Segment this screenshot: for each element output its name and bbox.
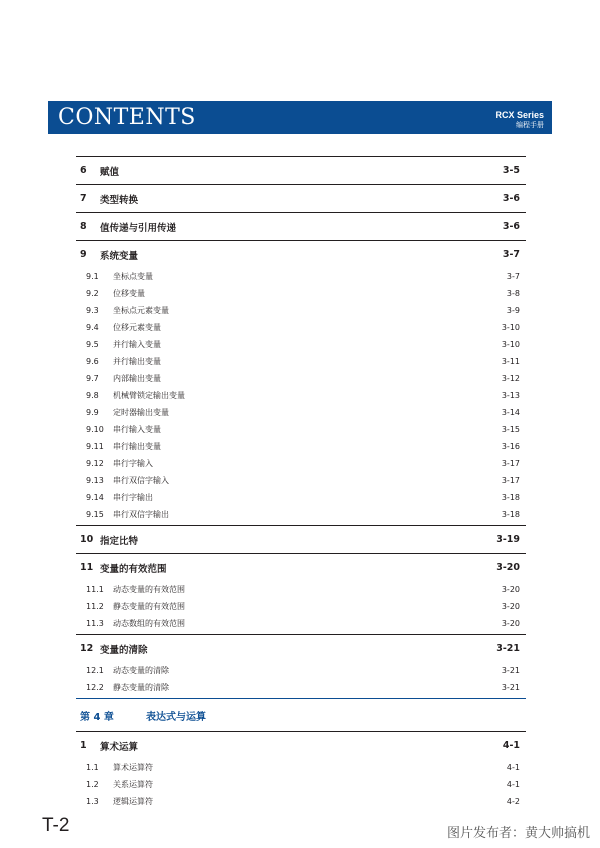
toc-entry[interactable] (76, 525, 526, 553)
toc-entry-title: 值传递与引用传递 (100, 222, 177, 234)
toc-entry-left (76, 533, 138, 547)
toc-subentry-title: 串行双信字输入 (113, 476, 169, 485)
toc-entry-page: 3-5 (502, 165, 520, 176)
toc-entry-number: 12 (80, 643, 94, 654)
toc-entry-title: 算术运算 (100, 741, 139, 753)
toc-subentry-title: 并行输入变量 (113, 340, 161, 349)
toc-subentry-title: 动态变量的有效范围 (113, 585, 185, 594)
toc-subentry-left (76, 618, 185, 629)
toc-subentry-page: 4-1 (506, 763, 520, 772)
toc-subentry-number: 9.15 (86, 510, 104, 519)
toc-subentry-left (76, 424, 161, 435)
toc-subentry[interactable] (76, 793, 526, 810)
toc-subentry-left (76, 390, 185, 401)
toc-subentry-page: 4-1 (506, 780, 520, 789)
toc-subentry-page: 3-20 (501, 619, 520, 628)
toc-subentry-page: 3-13 (501, 391, 520, 400)
toc-entry-page: 4-1 (502, 740, 520, 751)
toc-entry-title: 赋值 (100, 166, 120, 178)
toc-entry-title: 变量的清除 (100, 644, 148, 656)
toc-subentry-number: 11.1 (86, 585, 104, 594)
page-number: T-2 (42, 815, 70, 836)
toc-subentry-left (76, 373, 161, 384)
toc-subentry[interactable] (76, 438, 526, 455)
toc-entry-page: 3-6 (502, 193, 520, 204)
toc-entry-left (76, 192, 138, 206)
toc-subentry-title: 动态数组的有效范围 (113, 619, 185, 628)
toc-subentry-number: 9.10 (86, 425, 104, 434)
toc-subentry-page: 3-18 (501, 510, 520, 519)
toc-subentry-page: 3-12 (501, 374, 520, 383)
toc-subentry-left (76, 492, 153, 503)
toc-subentry-left (76, 665, 169, 676)
toc-entry-number: 10 (80, 534, 94, 545)
toc-subentry[interactable] (76, 506, 526, 523)
toc-entry-number: 7 (80, 193, 87, 204)
toc-subentry-number: 9.2 (86, 289, 99, 298)
toc-subentry-page: 3-9 (506, 306, 520, 315)
toc-entry[interactable] (76, 240, 526, 268)
toc-subentry-page: 3-21 (501, 666, 520, 675)
toc-subentry-left (76, 407, 169, 418)
toc-entry-number: 11 (80, 562, 94, 573)
toc-subentry-left (76, 796, 153, 807)
toc-entry-title: 系统变量 (100, 250, 139, 262)
toc-subentry[interactable] (76, 285, 526, 302)
toc-subentry-title: 串行双信字输出 (113, 510, 169, 519)
toc-subentry-title: 并行输出变量 (113, 357, 161, 366)
toc-subentry-page: 3-16 (501, 442, 520, 451)
toc-entry-page: 3-20 (496, 562, 520, 573)
toc-subentry-title: 串行输入变量 (113, 425, 161, 434)
toc-subentry-number: 9.9 (86, 408, 99, 417)
toc-subentry-title: 位移元素变量 (113, 323, 161, 332)
toc-entry[interactable] (76, 731, 526, 759)
toc-subentry-number: 9.5 (86, 340, 99, 349)
banner-title: CONTENTS (58, 105, 196, 130)
chapter-label: 第 4 章 (80, 711, 114, 723)
toc-entry[interactable] (76, 212, 526, 240)
toc-subentry-title: 动态变量的清除 (113, 666, 169, 675)
toc-subentry[interactable] (76, 387, 526, 404)
toc-subentry-left (76, 584, 185, 595)
toc-subentry-title: 坐标点元素变量 (113, 306, 169, 315)
toc-subentry-left (76, 509, 169, 520)
toc-subentry-page: 3-15 (501, 425, 520, 434)
toc-entry-left (76, 642, 148, 656)
toc-subentry[interactable] (76, 336, 526, 353)
toc-subentry-title: 串行字输出 (113, 493, 153, 502)
toc-subentry-page: 3-21 (501, 683, 520, 692)
toc-subentry[interactable] (76, 319, 526, 336)
toc-subentry-number: 11.3 (86, 619, 104, 628)
toc-subentry-number: 12.2 (86, 683, 104, 692)
toc-entry[interactable] (76, 553, 526, 581)
toc-subentry-left (76, 779, 153, 790)
toc-subentry-number: 9.8 (86, 391, 99, 400)
series-name: RCX Series (495, 110, 544, 120)
toc-subentry-left (76, 322, 161, 333)
toc-entry-number: 1 (80, 740, 87, 751)
toc-entry-number: 9 (80, 249, 87, 260)
toc-entry-title: 变量的有效范围 (100, 563, 167, 575)
toc-subentry-left (76, 682, 169, 693)
toc-subentry[interactable] (76, 581, 526, 598)
toc-subentry-left (76, 339, 161, 350)
toc-subentry-left (76, 356, 161, 367)
toc-subentry[interactable] (76, 421, 526, 438)
toc-subentry-number: 9.4 (86, 323, 99, 332)
toc-entry-left (76, 164, 119, 178)
toc-entry-page: 3-7 (502, 249, 520, 260)
table-of-contents (76, 156, 526, 812)
toc-subentry-number: 11.2 (86, 602, 104, 611)
toc-entry-left (76, 248, 138, 262)
toc-subentry-number: 9.11 (86, 442, 104, 451)
toc-entry-title: 指定比特 (100, 535, 139, 547)
toc-subentry[interactable] (76, 615, 526, 632)
toc-subentry-title: 算术运算符 (113, 763, 153, 772)
toc-subentry-page: 3-7 (506, 272, 520, 281)
toc-entry-left (76, 220, 176, 234)
toc-subentry-number: 9.7 (86, 374, 99, 383)
toc-entry-page: 3-6 (502, 221, 520, 232)
toc-subentry[interactable] (76, 353, 526, 370)
toc-subentry-page: 3-17 (501, 476, 520, 485)
toc-subentry[interactable] (76, 679, 526, 696)
toc-subentry-title: 位移变量 (113, 289, 145, 298)
toc-entry-left (76, 739, 138, 753)
toc-subentry[interactable] (76, 759, 526, 776)
manual-subtitle: 编程手册 (516, 121, 544, 129)
toc-entry[interactable] (76, 184, 526, 212)
toc-subentry-number: 9.6 (86, 357, 99, 366)
toc-subentry-number: 9.13 (86, 476, 104, 485)
contents-banner (48, 101, 552, 134)
toc-subentry-page: 3-20 (501, 602, 520, 611)
toc-subentry-page: 3-17 (501, 459, 520, 468)
toc-subentry-number: 9.14 (86, 493, 104, 502)
toc-subentry-number: 9.12 (86, 459, 104, 468)
toc-subentry[interactable] (76, 302, 526, 319)
toc-entry-page: 3-21 (496, 643, 520, 654)
toc-subentry-title: 坐标点变量 (113, 272, 153, 281)
toc-subentry-page: 3-14 (501, 408, 520, 417)
toc-subentry-number: 9.3 (86, 306, 99, 315)
toc-subentry-title: 内部输出变量 (113, 374, 161, 383)
toc-subentry-number: 1.1 (86, 763, 99, 772)
toc-entry[interactable] (76, 634, 526, 662)
toc-subentry[interactable] (76, 404, 526, 421)
toc-subentry-left (76, 288, 145, 299)
toc-subentry-number: 9.1 (86, 272, 99, 281)
toc-subentry-page: 3-10 (501, 323, 520, 332)
toc-subentry-left (76, 762, 153, 773)
toc-subentry-title: 逻辑运算符 (113, 797, 153, 806)
toc-subentry[interactable] (76, 472, 526, 489)
toc-entry-page: 3-19 (496, 534, 520, 545)
toc-subentry-title: 静态变量的有效范围 (113, 602, 185, 611)
toc-subentry-page: 3-10 (501, 340, 520, 349)
toc-subentry-left (76, 601, 185, 612)
toc-subentry-number: 1.3 (86, 797, 99, 806)
toc-entry-title: 类型转换 (100, 194, 139, 206)
toc-subentry[interactable] (76, 776, 526, 793)
toc-subentry[interactable] (76, 455, 526, 472)
toc-entry-number: 6 (80, 165, 87, 176)
toc-subentry-title: 串行字输入 (113, 459, 153, 468)
toc-subentry[interactable] (76, 370, 526, 387)
toc-subentry-page: 3-18 (501, 493, 520, 502)
toc-subentry-left (76, 458, 153, 469)
toc-subentry[interactable] (76, 489, 526, 506)
toc-subentry[interactable] (76, 598, 526, 615)
watermark: 图片发布者：黄大帅搞机 (446, 826, 590, 841)
toc-subentry-left (76, 475, 169, 486)
toc-subentry-title: 机械臂锁定输出变量 (113, 391, 185, 400)
chapter-title: 表达式与运算 (146, 711, 206, 723)
toc-subentry-page: 3-11 (501, 357, 520, 366)
toc-subentry-page: 3-8 (506, 289, 520, 298)
toc-subentry-page: 3-20 (501, 585, 520, 594)
toc-subentry[interactable] (76, 662, 526, 679)
toc-entry-number: 8 (80, 221, 87, 232)
toc-subentry-number: 1.2 (86, 780, 99, 789)
toc-subentry-title: 静态变量的清除 (113, 683, 169, 692)
toc-subentry[interactable] (76, 268, 526, 285)
toc-entry[interactable] (76, 156, 526, 184)
toc-subentry-page: 4-2 (506, 797, 520, 806)
toc-subentry-left (76, 441, 161, 452)
toc-subentry-left (76, 305, 169, 316)
toc-subentry-title: 定时器输出变量 (113, 408, 169, 417)
toc-subentry-left (76, 271, 153, 282)
toc-subentry-title: 串行输出变量 (113, 442, 161, 451)
toc-subentry-number: 12.1 (86, 666, 104, 675)
toc-entry-left (76, 561, 167, 575)
chapter-heading (76, 699, 526, 731)
toc-subentry-title: 关系运算符 (113, 780, 153, 789)
